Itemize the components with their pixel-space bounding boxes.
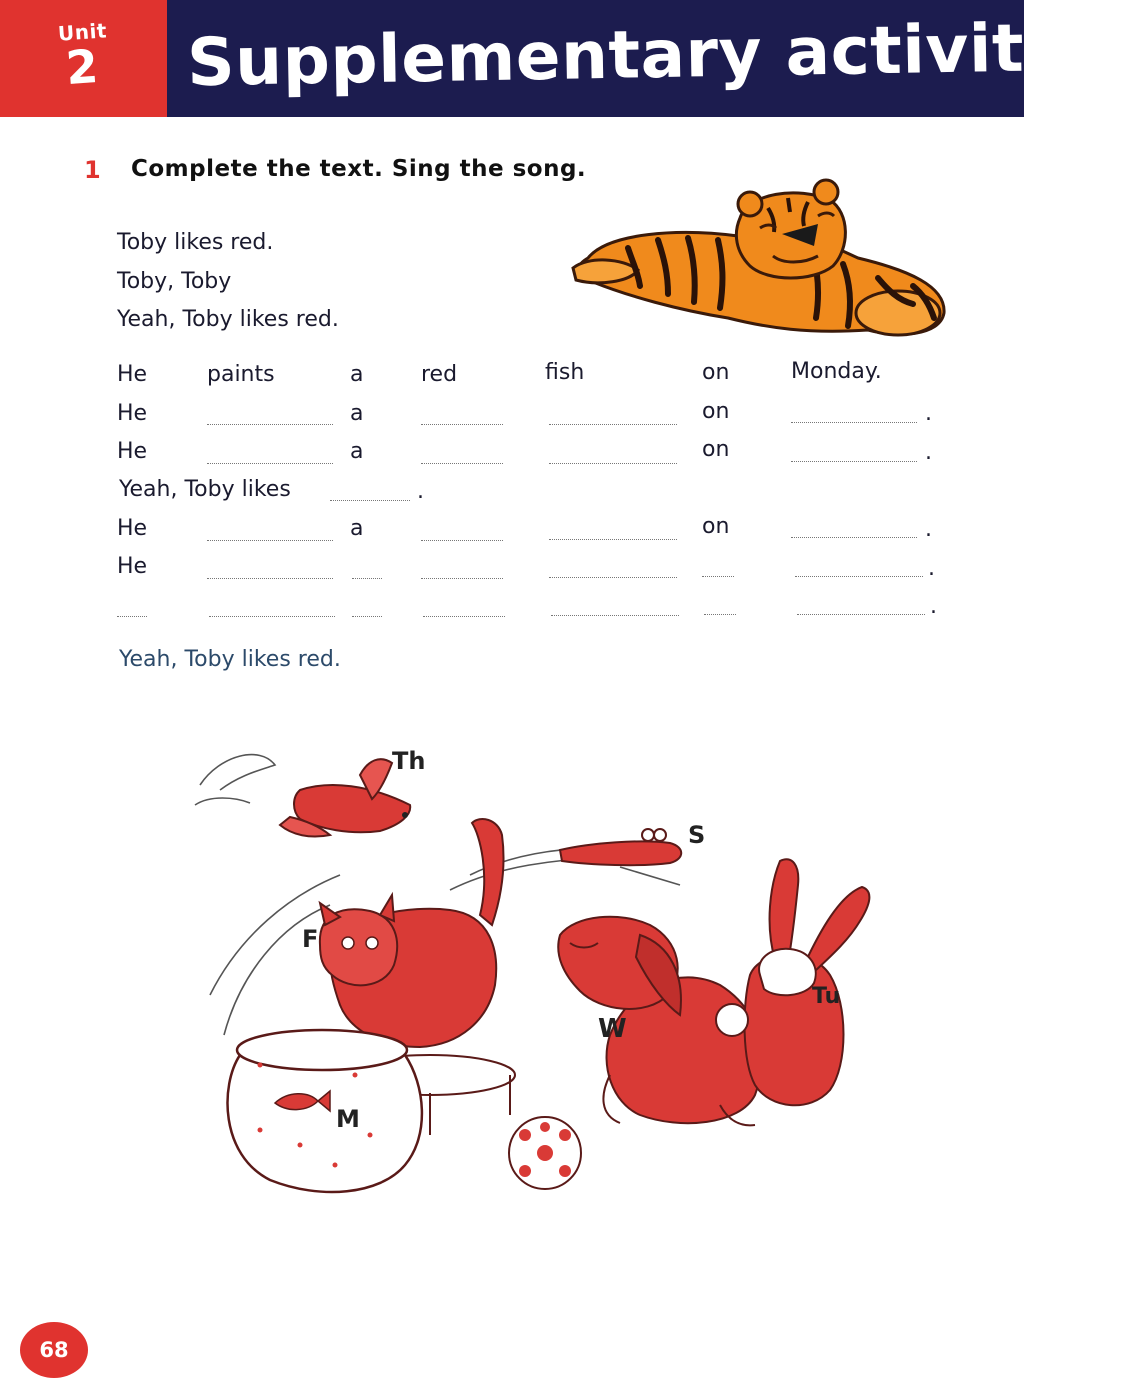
exercise-instruction: Complete the text. Sing the song. — [131, 156, 587, 182]
table-cell: He — [117, 554, 148, 579]
unit-badge — [0, 0, 167, 117]
table-cell: Monday. — [791, 359, 882, 384]
full-stop: . — [928, 556, 935, 581]
answer-blank[interactable] — [797, 613, 925, 615]
table-cell: a — [350, 516, 364, 541]
table-cell: He — [117, 516, 148, 541]
answer-blank[interactable] — [549, 423, 677, 425]
answer-blank[interactable] — [795, 575, 923, 577]
ball-drawing — [509, 1117, 581, 1189]
table-cell: a — [350, 401, 364, 426]
table-cell: He — [117, 401, 148, 426]
title-bar — [167, 0, 1133, 117]
answer-blank[interactable] — [207, 423, 333, 425]
page-title: Supplementary activities — [186, 7, 1133, 102]
label-s: S — [688, 821, 706, 849]
song-line: Yeah, Toby likes red. — [117, 307, 339, 332]
cat-drawing — [320, 819, 504, 1047]
unit-label: Unit — [57, 18, 108, 46]
answer-blank[interactable] — [791, 536, 917, 538]
table-cell: a — [350, 439, 364, 464]
table-cell: on — [702, 514, 730, 539]
answer-blank[interactable] — [549, 462, 677, 464]
answer-blank[interactable] — [551, 614, 679, 616]
table-cell: Yeah, Toby likes — [119, 477, 291, 502]
label-f: F — [302, 925, 319, 953]
page-header — [0, 0, 1133, 117]
table-cell: a — [350, 362, 364, 387]
page-number: 68 — [20, 1322, 88, 1378]
answer-blank[interactable] — [207, 577, 333, 579]
frog-drawing — [560, 829, 681, 865]
answer-blank[interactable] — [330, 499, 410, 501]
answer-blank[interactable] — [421, 423, 503, 425]
table-cell: fish — [545, 360, 585, 385]
answer-blank[interactable] — [549, 538, 677, 540]
answer-blank[interactable] — [117, 615, 147, 617]
unit-number: 2 — [64, 38, 100, 96]
answer-blank[interactable] — [704, 613, 736, 615]
answer-blank[interactable] — [421, 462, 503, 464]
table-cell: red — [421, 362, 458, 387]
full-stop: . — [925, 517, 932, 542]
tiger-illustration — [568, 178, 953, 340]
answer-blank[interactable] — [702, 575, 734, 577]
answer-blank[interactable] — [209, 615, 335, 617]
song-line: Toby likes red. — [117, 230, 274, 255]
full-stop: . — [930, 594, 937, 619]
answer-blank[interactable] — [549, 576, 677, 578]
table-cell: paints — [207, 362, 275, 387]
answer-blank[interactable] — [791, 460, 917, 462]
answer-blank[interactable] — [352, 577, 382, 579]
song-closing-line: Yeah, Toby likes red. — [119, 647, 341, 672]
exercise-number: 1 — [84, 156, 101, 184]
table-cell: on — [702, 399, 730, 424]
full-stop: . — [925, 401, 932, 426]
label-m: M — [336, 1105, 360, 1133]
animal-scene-illustration — [180, 735, 880, 1215]
bird-drawing — [280, 759, 410, 836]
answer-blank[interactable] — [207, 462, 333, 464]
table-cell: on — [702, 360, 730, 385]
label-th: Th — [392, 747, 426, 775]
label-tu: Tu — [812, 984, 841, 1009]
answer-blank[interactable] — [423, 615, 505, 617]
fishbowl-drawing — [228, 1030, 422, 1192]
song-line: Toby, Toby — [117, 269, 232, 294]
table-cell: on — [702, 437, 730, 462]
answer-blank[interactable] — [421, 539, 503, 541]
answer-blank[interactable] — [791, 421, 917, 423]
answer-blank[interactable] — [352, 615, 382, 617]
table-cell: He — [117, 439, 148, 464]
label-w: W — [598, 1014, 627, 1044]
full-stop: . — [417, 479, 424, 504]
answer-blank[interactable] — [207, 539, 333, 541]
full-stop: . — [925, 440, 932, 465]
answer-blank[interactable] — [421, 577, 503, 579]
table-cell: He — [117, 362, 148, 387]
